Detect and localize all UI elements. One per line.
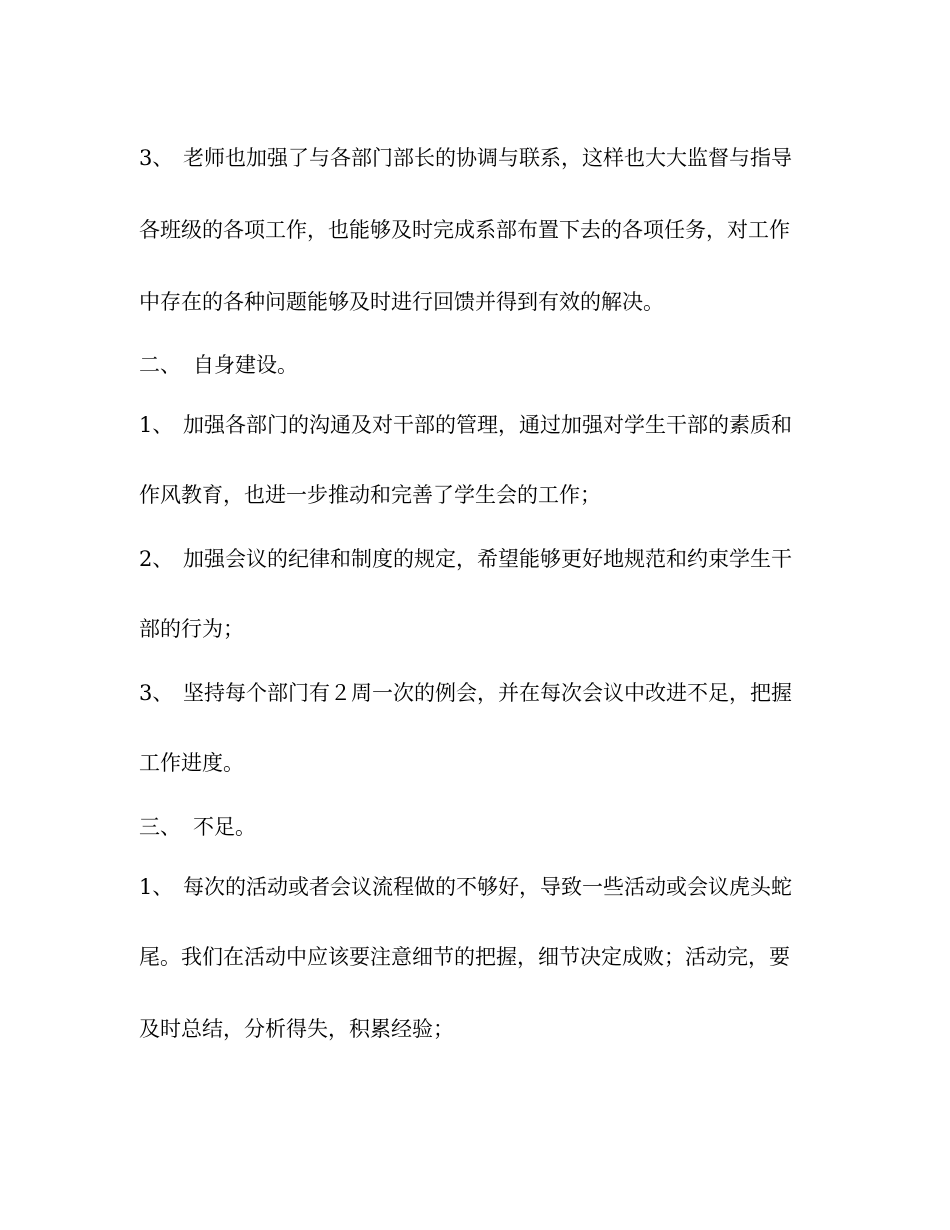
text-line	[139, 216, 819, 244]
text-line	[139, 1015, 819, 1043]
list-number: 1、	[139, 875, 174, 899]
line-text: 坚持每个部门有２周一次的例会，并在每次会议中改进不足，把握	[183, 681, 792, 705]
line-text: 尾。我们在活动中应该要注意细节的把握，细节决定成败；活动完，要	[139, 945, 790, 969]
line-text: 及时总结，分析得失，积累经验；	[139, 1017, 454, 1041]
line-text: 老师也加强了与各部门部长的协调与联系，这样也大大监督与指导	[183, 146, 792, 170]
section-heading	[139, 351, 819, 379]
list-number: 1、	[139, 413, 174, 437]
section-number: 三、	[139, 815, 181, 839]
line-text: 每次的活动或者会议流程做的不够好，导致一些活动或会议虎头蛇	[183, 875, 792, 899]
text-line	[139, 288, 819, 316]
line-text: 加强会议的纪律和制度的规定，希望能够更好地规范和约束学生干	[183, 547, 792, 571]
line-text: 部的行为；	[139, 617, 244, 641]
line-text: 工作进度。	[139, 751, 244, 775]
line-text: 作风教育，也进一步推动和完善了学生会的工作；	[139, 483, 601, 507]
list-number: 3、	[139, 146, 174, 170]
section-heading	[139, 813, 819, 841]
section-number: 二、	[139, 353, 181, 377]
text-line	[139, 411, 819, 439]
text-line	[139, 873, 819, 901]
text-line	[139, 615, 819, 643]
text-line	[139, 144, 819, 172]
text-line	[139, 679, 819, 707]
text-line	[139, 545, 819, 573]
line-text: 各班级的各项工作，也能够及时完成系部布置下去的各项任务，对工作	[139, 218, 790, 242]
line-text: 加强各部门的沟通及对干部的管理，通过加强对学生干部的素质和	[183, 413, 792, 437]
line-text: 不足。	[193, 815, 256, 839]
line-text: 自身建设。	[193, 353, 298, 377]
text-line	[139, 943, 819, 971]
list-number: 2、	[139, 547, 174, 571]
line-text: 中存在的各种问题能够及时进行回馈并得到有效的解决。	[139, 290, 664, 314]
text-line	[139, 749, 819, 777]
text-line	[139, 481, 819, 509]
list-number: 3、	[139, 681, 174, 705]
